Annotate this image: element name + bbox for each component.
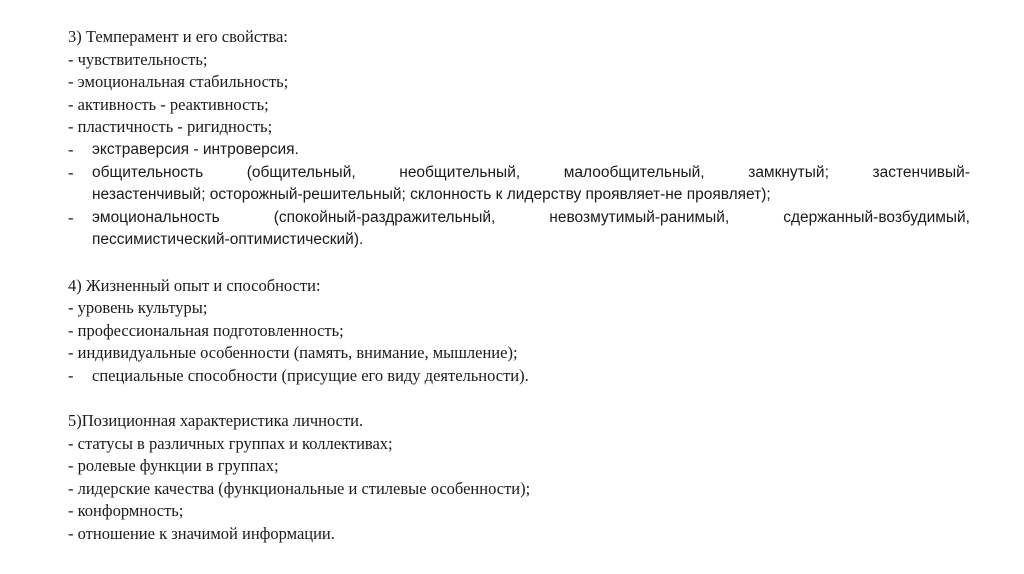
list-item: - чувствительность; [68,49,208,69]
bullet-marker: - [68,365,74,385]
list-item: - отношение к значимой информации. [68,524,335,544]
bullet-item [68,162,970,207]
spacer [68,388,970,411]
section-3-heading: 3) Темперамент и его свойства: [68,27,288,46]
bullet-text: экстраверсия - интроверсия. [92,140,299,158]
bullet-text: специальные способности (присущие его виду деятельности). [92,365,529,385]
list-item: - уровень культуры; [68,298,208,318]
bullet-marker: - [68,162,74,182]
bullet-item [68,365,970,388]
bullet-text-line: эмоциональность (спокойный-раздражительный, невозмутимый-ранимый, сдержанный-возбудимый, [92,208,970,226]
list-item: - ролевые функции в группах; [68,456,279,476]
bullet-item [68,139,970,162]
bullet-text-line: общительность (общительный, необщительный, малообщительный, замкнутый; застенчивый- [92,163,970,181]
section-4-heading: 4) Жизненный опыт и способности: [68,275,321,295]
bullet-text-line: пессимистический-оптимистический). [92,231,364,249]
list-item: - эмоциональная стабильность; [68,72,289,92]
list-item: - пластичность - ригидность; [68,117,273,137]
section-5-heading: 5)Позиционная характеристика личности. [68,411,364,431]
bullet-marker: - [68,207,74,227]
list-item: - лидерские качества (функциональные и стилевые особенности); [68,478,531,498]
spacer [68,252,970,275]
document-body [68,26,970,546]
bullet-marker: - [68,139,74,159]
list-item: - конформность; [68,501,184,521]
bullet-text [92,207,970,252]
list-item: - профессиональная подготовленность; [68,320,344,340]
list-item: - индивидуальные особенности (память, внимание, мышление); [68,343,518,363]
bullet-text [92,162,970,207]
list-item: - активность - реактивность; [68,94,269,114]
list-item: - статусы в различных группах и коллективах; [68,433,393,453]
bullet-item [68,207,970,252]
bullet-text-line: незастенчивый; осторожный-решительный; склонность к лидерству проявляет-не проявляет); [92,186,771,204]
